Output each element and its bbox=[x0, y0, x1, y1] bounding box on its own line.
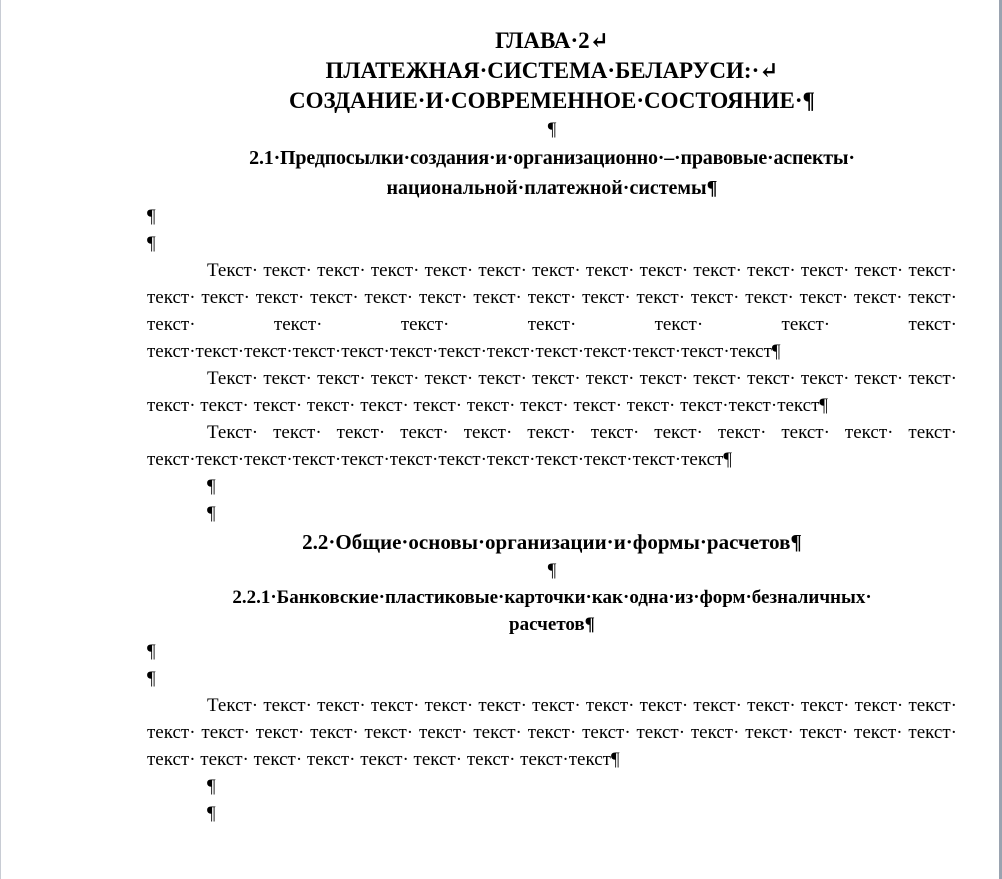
section-2-2-1-heading-line-2: расчетов¶ bbox=[509, 614, 595, 635]
chapter-heading-line-1: ГЛАВА·2↵ bbox=[495, 28, 609, 53]
paragraph-mark: ¶ bbox=[207, 503, 216, 524]
paragraph-mark: ¶ bbox=[207, 803, 216, 824]
body-paragraph: Текст· текст· текст· текст· текст· текст· текст· текст· текст· текст· текст· текст· текст· текст· текст· текст· текст· текст· текст· текст· текст· текст· текст· текст· текст·текст·текст¶ bbox=[147, 368, 957, 416]
section-2-2-heading: 2.2·Общие·основы·организации·и·формы·расчетов¶ bbox=[302, 530, 802, 554]
body-paragraph: Текст· текст· текст· текст· текст· текст· текст· текст· текст· текст· текст· текст· текст· текст· текст· текст· текст· текст· текст· текст· текст· текст· текст· текст· текст· текст· текст· текст· текст· текст· текст· текст· текст· текст· текст· текст· текст·текст·текст·текст·текст·текст·текст·текст·текст·текст·текст·текст·текст¶ bbox=[147, 260, 957, 362]
body-paragraph: Текст· текст· текст· текст· текст· текст· текст· текст· текст· текст· текст· текст· текст· текст· текст· текст· текст· текст· текст· текст· текст· текст· текст· текст· текст· текст· текст· текст· текст· текст· текст· текст· текст· текст· текст· текст· текст·текст¶ bbox=[147, 695, 957, 770]
paragraph-mark: ¶ bbox=[207, 776, 216, 797]
paragraph-mark: ¶ bbox=[147, 233, 156, 254]
paragraph-mark: ¶ bbox=[547, 560, 557, 581]
document-content[interactable] bbox=[147, 26, 957, 827]
paragraph-mark: ¶ bbox=[147, 668, 156, 689]
section-2-1-heading-line-1: 2.1·Предпосылки·создания·и·организационно·–·правовые·аспекты· bbox=[249, 147, 855, 169]
paragraph-mark: ¶ bbox=[147, 641, 156, 662]
chapter-heading-line-2: ПЛАТЕЖНАЯ·СИСТЕМА·БЕЛАРУСИ:·↵ bbox=[325, 58, 779, 83]
section-2-1-heading-line-2: национальной·платежной·системы¶ bbox=[386, 177, 718, 199]
body-paragraph: Текст· текст· текст· текст· текст· текст· текст· текст· текст· текст· текст· текст· текст·текст·текст·текст·текст·текст·текст·текст·текст·текст·текст·текст¶ bbox=[147, 422, 957, 470]
paragraph-mark: ¶ bbox=[147, 206, 156, 227]
section-2-2-1-heading-line-1: 2.2.1·Банковские·пластиковые·карточки·как·одна·из·форм·безналичных· bbox=[232, 587, 872, 608]
chapter-heading-line-3: СОЗДАНИЕ·И·СОВРЕМЕННОЕ·СОСТОЯНИЕ·¶ bbox=[289, 88, 815, 113]
paragraph-mark: ¶ bbox=[207, 476, 216, 497]
paragraph-mark: ¶ bbox=[547, 119, 557, 140]
